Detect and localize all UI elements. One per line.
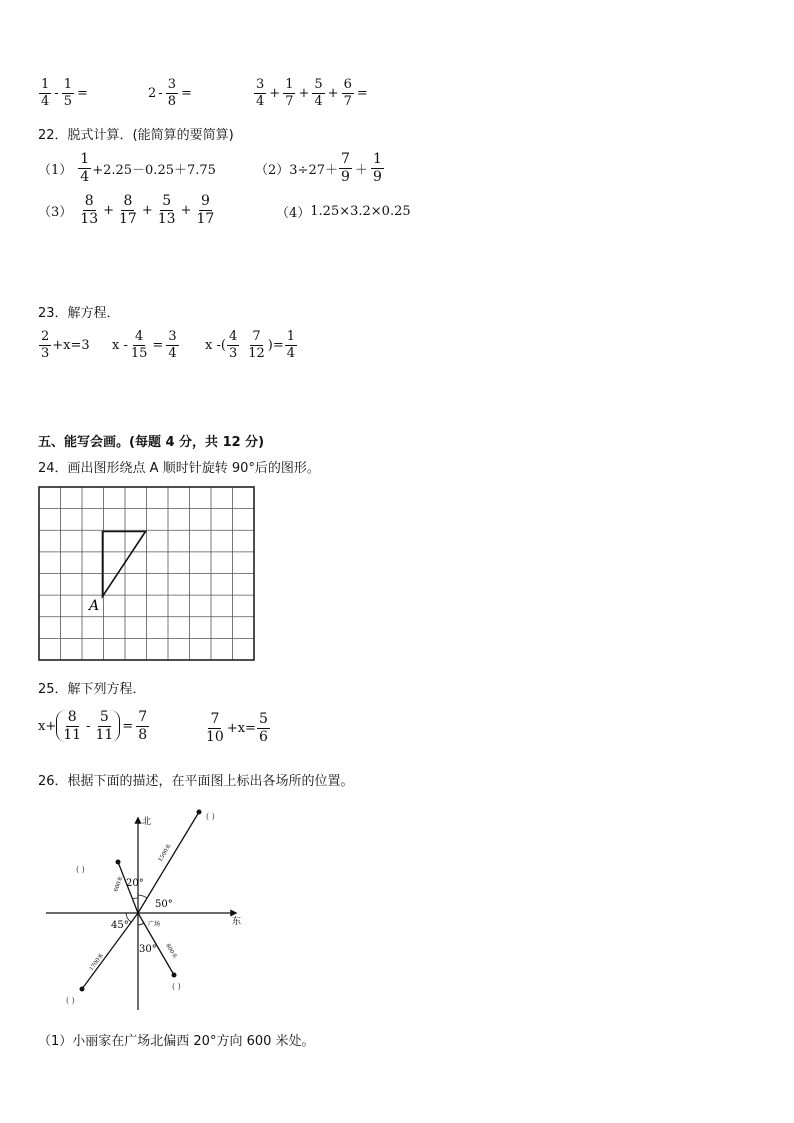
q22-part-3: （3） $\frac{8}{13}$ + $\frac{8}{17}$ + $\frac{5}{13}$ + $\frac{9}{17}$: [38, 193, 215, 227]
arc-ne: [138, 895, 147, 898]
ray-ne: [138, 812, 199, 913]
q22-part-2: （2） 3÷27＋ $\frac{7}{9}$ ＋ $\frac{1}{9}$: [255, 151, 382, 185]
q23-equation-2: x - $\frac{4}{15}$ = $\frac{3}{4}$: [112, 329, 177, 361]
expression-2: 2 - $\frac{3}{8}$ =: [148, 77, 192, 109]
q22-part-1: （1） $\frac{1}{4}$ +2.25－0.25＋7.75: [38, 151, 216, 185]
endpoint-se: [172, 973, 177, 978]
arc-nw: [132, 898, 138, 899]
section-5-title: 五、能写会画。(每题 4 分，共 12 分): [38, 435, 265, 450]
distance-sw-label: 1700米: [88, 952, 106, 973]
question-25-title: 25．解下列方程．: [38, 682, 146, 697]
fraction: $\frac{1}{4}$: [41, 77, 50, 109]
distance-nw-label: 600米: [113, 875, 125, 893]
triangle-shape: [103, 532, 146, 597]
rotation-grid: [38, 486, 256, 662]
distance-ne-label: 1500米: [157, 843, 173, 864]
point-a-label: A: [89, 598, 100, 614]
angle-ne-label: 50°: [155, 899, 173, 910]
q25-equation-1: x+ $\frac{8}{11}$ - $\frac{5}{11}$ = $\frac{7}{8}$: [38, 709, 148, 743]
angle-s-label: 30°: [139, 944, 157, 955]
distance-se-label: 800米: [164, 943, 178, 960]
fraction: $\frac{1}{5}$: [63, 77, 72, 109]
expression-1: $\frac{1}{4}$ - $\frac{1}{5}$ =: [41, 77, 88, 109]
direction-map: [38, 800, 268, 1015]
east-label: 东: [232, 917, 242, 927]
blank-sw[interactable]: ( ): [66, 996, 75, 1005]
q25-equation-2: $\frac{7}{10}$ +x= $\frac{5}{6}$: [206, 711, 268, 745]
north-label: 北: [142, 817, 152, 827]
expression-3: $\frac{3}{4}$ + $\frac{1}{7}$ + $\frac{5}{4}$ + $\frac{6}{7}$ =: [256, 77, 368, 109]
angle-nw-label: 20°: [126, 878, 144, 889]
question-22-title: 22．脱式计算．(能简算的要简算): [38, 128, 234, 143]
ray-sw: [82, 913, 138, 989]
grid-lines: [39, 487, 254, 660]
blank-nw[interactable]: ( ): [76, 865, 85, 874]
q23-equation-3: x -( $\frac{4}{3}$ $\frac{7}{12}$ )= $\frac{1}{4}$: [205, 329, 296, 361]
fraction: $\frac{3}{8}$: [167, 77, 176, 109]
question-24-title: 24．画出图形绕点 A 顺时针旋转 90°后的图形。: [38, 461, 320, 476]
parenthesis-group: $\frac{8}{11}$ - $\frac{5}{11}$: [56, 710, 120, 742]
angle-sw-label: 45°: [111, 920, 129, 931]
blank-se[interactable]: ( ): [172, 982, 181, 991]
endpoint-ne: [197, 810, 202, 815]
arc-s: [138, 923, 144, 925]
q26-subquestion-1: （1）小丽家在广场北偏西 20°方向 600 米处。: [38, 1034, 315, 1049]
q23-equation-1: $\frac{2}{3}$ +x=3: [41, 329, 90, 361]
question-26-title: 26．根据下面的描述，在平面图上标出各场所的位置。: [38, 774, 354, 789]
blank-ne[interactable]: ( ): [206, 812, 215, 821]
center-label: 广场: [148, 921, 161, 928]
question-23-title: 23．解方程．: [38, 306, 120, 321]
endpoint-nw: [116, 860, 121, 865]
q22-part-4: （4） 1.25×3.2×0.25: [276, 204, 411, 221]
endpoint-sw: [80, 987, 85, 992]
